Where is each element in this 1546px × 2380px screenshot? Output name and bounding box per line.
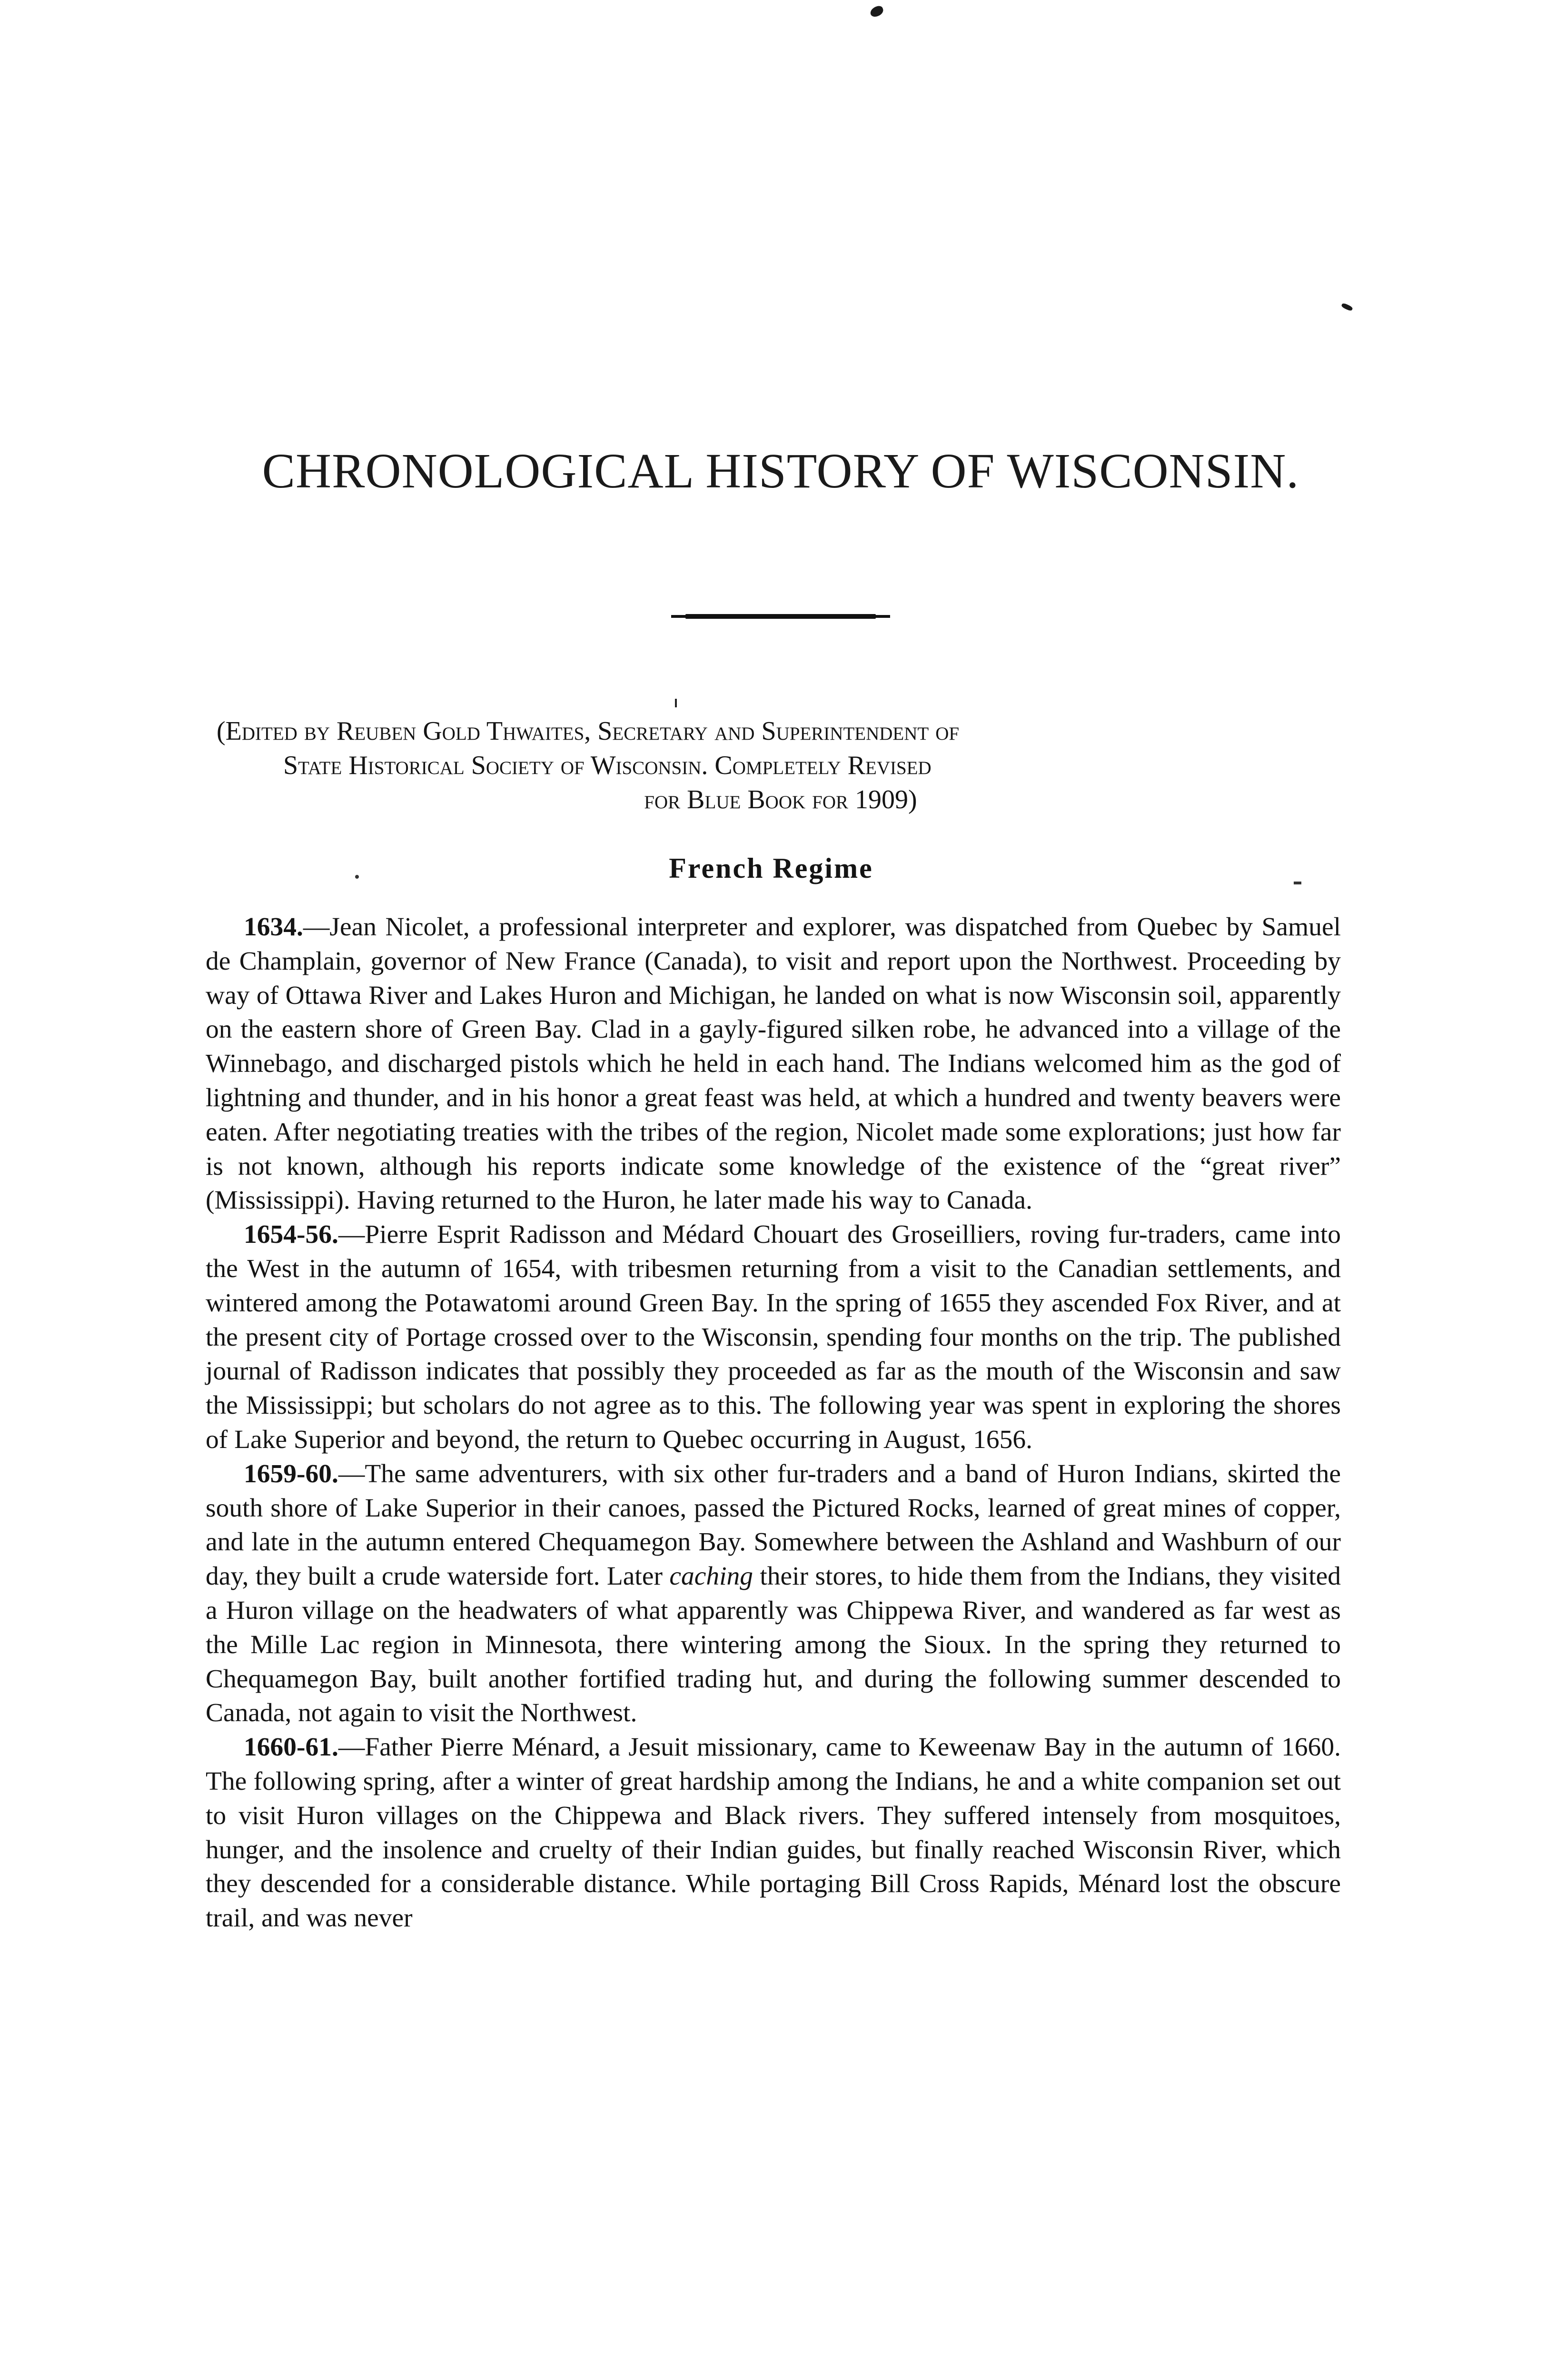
entry-1660-61 <box>206 1730 1341 1935</box>
entry-year: 1659-60. <box>244 1459 338 1488</box>
ink-speck <box>869 5 884 18</box>
page-title: CHRONOLOGICAL HISTORY OF WISCONSIN. <box>262 444 1299 498</box>
entry-1654-56 <box>206 1218 1341 1457</box>
entry-1634 <box>206 910 1341 1218</box>
entry-text: —The same adventurers, with six other fur-traders and a band of Huron Indians, skirted the south shore of Lake Superior in their canoes, passed the Pictured Rocks, learned of great mines of copper, and late in the autumn entered Chequamegon Bay. Somewhere between the Ashland and Washburn of our day, they built a crude waterside fort. Later <box>206 1459 1341 1591</box>
entry-year: 1654-56. <box>244 1220 338 1250</box>
entry-text: —Pierre Esprit Radisson and Médard Chouart des Groseilliers, roving fur-traders, came into the West in the autumn of 1654, with tribesmen returning from a visit to the Canadian settlements, and wintered among the Potawatomi around Green Bay. In the spring of 1655 they ascended Fox River, and at the present city of Portage crossed over to the Wisconsin, spending four months on the trip. The published journal of Radisson indicates that possibly they proceeded as far as the mouth of the Wisconsin and saw the Mississippi; but scholars do not agree as to this. The following year was spent in exploring the shores of Lake Superior and beyond, the return to Quebec occurring in August, 1656. <box>206 1220 1341 1454</box>
section-heading: French Regime <box>669 853 873 884</box>
editorial-line-2: State Historical Society of Wisconsin. Completely Revised <box>283 751 932 780</box>
entry-year: 1634. <box>244 912 303 942</box>
entry-1659-60 <box>206 1457 1341 1730</box>
editorial-line-1: (Edited by Reuben Gold Thwaites, Secretary and Superintendent of <box>217 716 960 746</box>
editorial-note <box>217 714 1345 817</box>
entry-text-continued: their stores, to hide them from the Indians, they visited a Huron village on the headwaters of what apparently was Chippewa River, and wandered as far west as the Mille Lac region in Minnesota, there wintering among the Sioux. In the spring they returned to Chequamegon Bay, built another fortified trading hut, and during the following summer descended to Canada, not again to visit the Northwest. <box>206 1562 1341 1728</box>
entry-year: 1660-61. <box>244 1733 338 1762</box>
body-text <box>206 910 1341 1935</box>
entry-text: —Father Pierre Ménard, a Jesuit missionary, came to Keweenaw Bay in the autumn of 1660. The following spring, after a winter of great hardship among the Indians, he and a white companion set out to visit Huron villages on the Chippewa and Black rivers. They suffered intensely from mosquitoes, hunger, and the insolence and cruelty of their Indian guides, but finally reached Wisconsin River, which they descended for a considerable distance. While portaging Bill Cross Rapids, Ménard lost the obscure trail, and was never <box>206 1733 1341 1933</box>
title-rule <box>685 614 876 619</box>
ink-speck <box>675 699 677 707</box>
editorial-line-3: for Blue Book for 1909) <box>644 785 917 814</box>
ink-speck <box>355 875 359 879</box>
entry-italic-word: caching <box>669 1562 753 1591</box>
entry-text: —Jean Nicolet, a professional interpreter and explorer, was dispatched from Quebec by Samuel de Champlain, governor of New France (Canada), to visit and report upon the Northwest. Proceeding by way of Ottawa River and Lakes Huron and Michigan, he landed on what is now Wisconsin soil, apparently on the eastern shore of Green Bay. Clad in a gayly-figured silken robe, he advanced into a village of the Winnebago, and discharged pistols which he held in each hand. The Indians welcomed him as the god of lightning and thunder, and in his honor a great feast was held, at which a hundred and twenty beavers were eaten. After negotiating treaties with the tribes of the region, Nicolet made some explorations; just how far is not known, although his reports indicate some knowledge of the existence of the “great river” (Mississippi). Having returned to the Huron, he later made his way to Canada. <box>206 912 1341 1215</box>
ink-speck <box>1294 882 1301 884</box>
ink-speck <box>1341 302 1353 311</box>
